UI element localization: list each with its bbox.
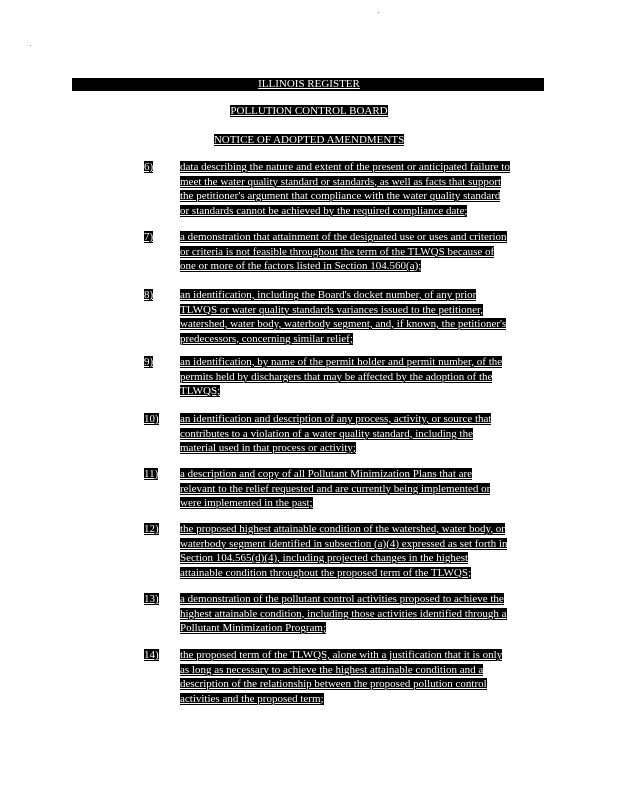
list-item [180, 160, 545, 218]
list-item [180, 522, 545, 580]
item-line: as long as necessary to achieve the highest attainable condition and a [180, 663, 484, 676]
item-line: a demonstration of the pollutant control activities proposed to achieve the [180, 593, 504, 605]
item-line: the proposed term of the TLWQS, alone with a justification that it is only [180, 649, 503, 661]
item-line: meet the water quality standard or standards, as well as facts that support [180, 175, 502, 188]
item-line: or standards cannot be achieved by the required compliance date; [180, 204, 468, 217]
register-heading [0, 78, 618, 91]
item-number: 7) [144, 231, 154, 243]
item-line: an identification and description of any process, activity, or source that [180, 413, 492, 425]
item-line: predecessors, concerning similar relief; [180, 332, 353, 345]
item-line: were implemented in the past; [180, 497, 313, 509]
item-line: an identification, by name of the permit holder and permit number, of the [180, 356, 503, 368]
item-line: attainable condition throughout the proposed term of the TLWQS; [180, 566, 472, 579]
scan-speck [30, 45, 31, 46]
list-item [180, 467, 545, 511]
item-line: an identification, including the Board's docket number, of any prior [180, 289, 477, 301]
scan-speck [378, 12, 379, 13]
board-heading [0, 105, 618, 118]
item-number: 6) [144, 161, 154, 173]
item-line: contributes to a violation of a water quality standard, including the [180, 427, 473, 440]
item-line: waterbody segment identified in subsection (a)(4) expressed as set forth in [180, 537, 508, 550]
board-title: POLLUTION CONTROL BOARD [230, 105, 388, 117]
list-item [180, 230, 545, 274]
item-number: 12) [144, 523, 159, 535]
item-line: the proposed highest attainable condition of the watershed, water body, or [180, 523, 505, 535]
item-line: TLWQS or water quality standards variances issued to the petitioner, [180, 303, 483, 316]
item-line: activities and the proposed term; [180, 692, 324, 705]
list-item [180, 412, 545, 456]
item-line: highest attainable condition, including those activities identified through a [180, 607, 507, 620]
list-item [180, 592, 545, 636]
item-line: Section 104.565(d)(4), including projected changes in the highest [180, 552, 469, 564]
item-line: a description and copy of all Pollutant Minimization Plans that are [180, 468, 473, 480]
item-number: 11) [144, 468, 159, 480]
item-line: data describing the nature and extent of the present or anticipated failure to [180, 161, 510, 173]
item-line: TLWQS; [180, 385, 221, 397]
item-line: one or more of the factors listed in Section 104.560(a); [180, 260, 422, 272]
list-item [180, 648, 545, 706]
item-number: 13) [144, 593, 159, 605]
item-number: 8) [144, 289, 154, 301]
item-line: a demonstration that attainment of the designated use or uses and criterion [180, 231, 507, 243]
register-title: ILLINOIS REGISTER [258, 78, 360, 90]
item-line: watershed, water body, waterbody segment, and, if known, the petitioner's [180, 318, 507, 330]
item-line: description of the relationship between the proposed pollution control [180, 678, 487, 690]
item-number: 14) [144, 649, 159, 661]
item-line: or criteria is not feasible throughout the term of the TLWQS because of [180, 245, 495, 258]
item-number: 10) [144, 413, 159, 425]
list-item [180, 288, 545, 346]
notice-title: NOTICE OF ADOPTED AMENDMENTS [213, 134, 405, 146]
item-line: permits held by dischargers that may be affected by the adoption of the [180, 370, 493, 383]
item-line: the petitioner's argument that compliance with the water quality standard [180, 190, 501, 202]
notice-heading [0, 134, 618, 147]
list-item [180, 355, 545, 399]
item-line: material used in that process or activity; [180, 442, 356, 454]
item-line: Pollutant Minimization Program; [180, 622, 327, 634]
item-line: relevant to the relief requested and are currently being implemented or [180, 482, 491, 495]
item-number: 9) [144, 356, 154, 368]
